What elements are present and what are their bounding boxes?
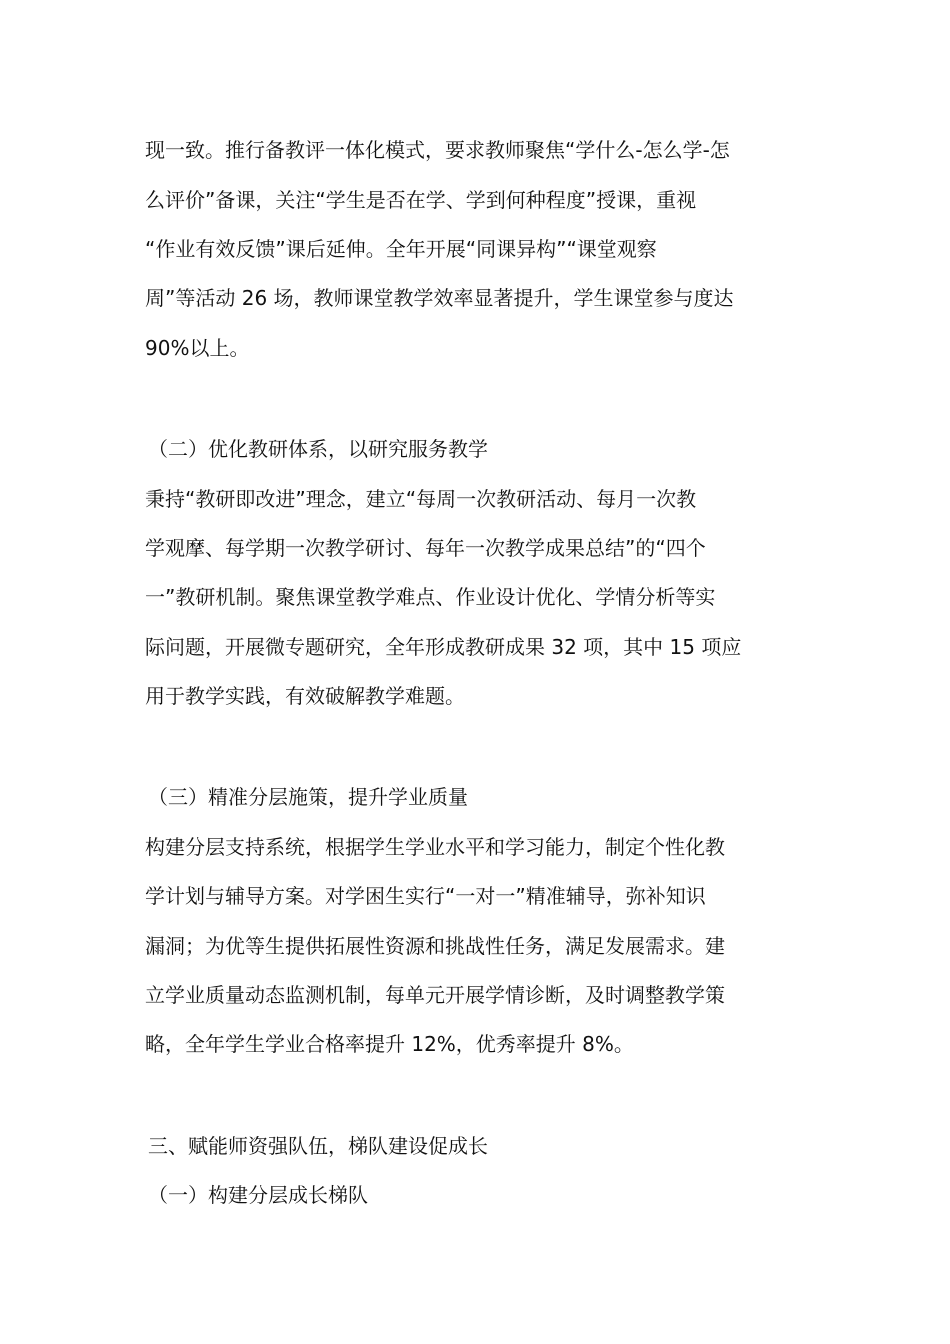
text-line: 一”教研机制。聚焦课堂教学难点、作业设计优化、学情分析等实 xyxy=(145,585,716,609)
text-line: 构建分层支持系统，根据学生学业水平和学习能力，制定个性化教 xyxy=(145,835,725,859)
text-line: 学计划与辅导方案。对学困生实行“一对一”精准辅导，弥补知识 xyxy=(145,884,706,908)
text-line: 周”等活动 26 场，教师课堂教学效率显著提升，学生课堂参与度达 xyxy=(145,286,734,310)
text-line: 么评价”备课，关注“学生是否在学、学到何种程度”授课，重视 xyxy=(145,188,697,212)
text-line: 用于教学实践，有效破解教学难题。 xyxy=(145,684,465,708)
section-heading-teacher-team: 三、赋能师资强队伍，梯队建设促成长 xyxy=(148,1134,488,1158)
text-line: 现一致。推行备教评一体化模式，要求教师聚焦“学什么-怎么学-怎 xyxy=(145,138,730,162)
text-line: 略，全年学生学业合格率提升 12%，优秀率提升 8%。 xyxy=(145,1032,634,1056)
subheading-optimize-research: （二）优化教研体系，以研究服务教学 xyxy=(148,437,488,461)
text-line: 立学业质量动态监测机制，每单元开展学情诊断，及时调整教学策 xyxy=(145,983,725,1007)
text-line: 漏洞；为优等生提供拓展性资源和挑战性任务，满足发展需求。建 xyxy=(145,934,725,958)
text-line: 90%以上。 xyxy=(145,336,250,360)
subheading-layered-strategy: （三）精准分层施策，提升学业质量 xyxy=(148,785,468,809)
text-line: 学观摩、每学期一次教学研讨、每年一次教学成果总结”的“四个 xyxy=(145,536,706,560)
text-line: 际问题，开展微专题研究，全年形成教研成果 32 项，其中 15 项应 xyxy=(145,635,742,659)
text-line: 秉持“教研即改进”理念，建立“每周一次教研活动、每月一次教 xyxy=(145,487,697,511)
text-line: “作业有效反馈”课后延伸。全年开展“同课异构”“课堂观察 xyxy=(145,237,657,261)
subheading-growth-ladder: （一）构建分层成长梯队 xyxy=(148,1183,368,1207)
